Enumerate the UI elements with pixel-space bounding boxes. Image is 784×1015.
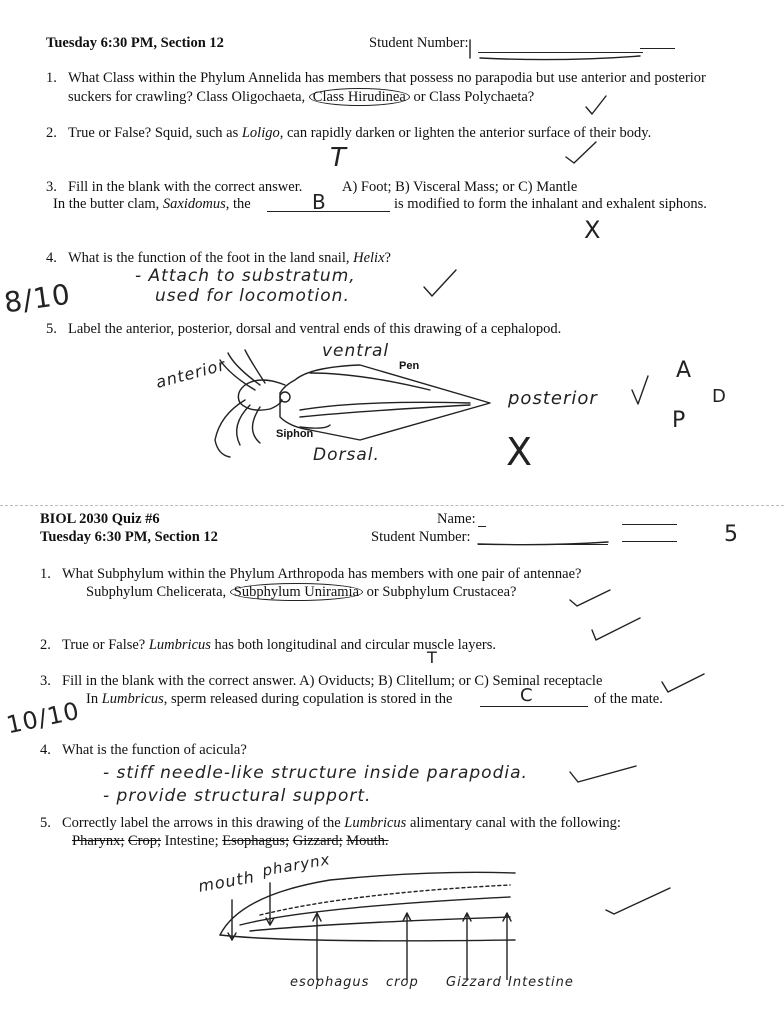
quiz2-name-label: Name:	[437, 511, 476, 527]
quiz1-score: 8/10	[2, 277, 73, 320]
q2-4-answer-line1: - stiff needle-like structure inside parapodia.	[103, 763, 528, 783]
q3-prompt: Fill in the blank with the correct answer.	[68, 179, 303, 195]
q2-1-options: Subphylum Chelicerata, Subphylum Uniramia or Subphylum Crustacea?	[86, 584, 517, 600]
quiz2-top-score: 5	[724, 522, 739, 547]
q2-2-text: True or False? Lumbricus has both longitudinal and circular muscle layers.	[62, 637, 496, 653]
q4-answer-line2: used for locomotion.	[155, 286, 350, 306]
q2-3-answer: C	[520, 685, 534, 706]
margin-note-p: P	[672, 408, 687, 433]
word-bank-item: Pharynx;	[72, 833, 125, 849]
q5-text: Label the anterior, posterior, dorsal and ventral ends of this drawing of a cephalopod.	[68, 321, 562, 337]
check-mark-icon	[586, 96, 606, 114]
q5-wrong-mark: X	[506, 430, 534, 474]
check-mark-icon	[662, 674, 704, 692]
q2-answer: T	[330, 143, 347, 173]
word-bank-item: Esophagus;	[222, 833, 290, 849]
q3-number: 3.	[46, 179, 57, 195]
quiz2-course: BIOL 2030 Quiz #6	[40, 511, 160, 527]
hw-pharynx: pharynx	[260, 850, 332, 880]
check-mark-icon	[606, 888, 670, 914]
q1-text: What Class within the Phylum Annelida has members that possess no parapodia but use anterior and posterior	[68, 70, 706, 86]
quiz1-student-number-label: Student Number:	[369, 35, 469, 51]
q3-sentence-start: In the butter clam, Saxidomus, the	[53, 196, 251, 212]
quiz1-check-marks	[0, 0, 784, 500]
check-mark-icon	[566, 142, 596, 163]
quiz2-score: 10/10	[3, 696, 83, 740]
q2-3-sentence-end: of the mate.	[594, 691, 663, 707]
check-mark-icon	[632, 376, 648, 404]
q4-number: 4.	[46, 250, 57, 266]
q2-1-circled-answer[interactable]: Subphylum Uniramia	[230, 583, 363, 601]
hw-mouth: mouth	[196, 867, 257, 896]
quiz2-header: Tuesday 6:30 PM, Section 12	[40, 529, 218, 545]
check-mark-icon	[592, 618, 640, 640]
q2-1-text: What Subphylum within the Phylum Arthropoda has members with one pair of antennae?	[62, 566, 582, 582]
hw-ventral: ventral	[322, 341, 390, 361]
q2-3-sentence-start: In Lumbricus, sperm released during copulation is stored in the	[86, 691, 453, 707]
hw-crop: crop	[386, 975, 419, 990]
q4-answer-line1: - Attach to substratum,	[135, 266, 356, 286]
q3-wrong-mark: X	[584, 216, 602, 244]
quiz2-student-number-label: Student Number:	[371, 529, 471, 545]
q2-1-number: 1.	[40, 566, 51, 582]
q2-4-text: What is the function of acicula?	[62, 742, 247, 758]
margin-note-a: A	[676, 358, 693, 383]
q2-text: True or False? Squid, such as Loligo, can rapidly darken or lighten the anterior surface of their body.	[68, 125, 652, 141]
word-bank-item: Mouth.	[346, 833, 389, 849]
q3-choices: A) Foot; B) Visceral Mass; or C) Mantle	[342, 179, 578, 195]
q2-5-number: 5.	[40, 815, 51, 831]
hw-posterior: posterior	[508, 388, 598, 409]
hw-gizzard: Gizzard	[446, 975, 502, 990]
label-pen: Pen	[399, 360, 420, 372]
hw-dorsal: Dorsal.	[313, 445, 380, 465]
q5-number: 5.	[46, 321, 57, 337]
q1-option-a: suckers for crawling? Class Oligochaeta,	[68, 89, 309, 105]
q2-4-answer-line2: - provide structural support.	[103, 786, 372, 806]
label-siphon: Siphon	[276, 428, 314, 440]
q1-option-c: or Class Polychaeta?	[409, 89, 535, 105]
q2-4-number: 4.	[40, 742, 51, 758]
hw-anterior: anterior	[153, 355, 228, 392]
check-mark-icon	[570, 766, 636, 782]
q3-sentence-end: is modified to form the inhalant and exhalent siphons.	[394, 196, 707, 212]
hw-intestine: Intestine	[508, 975, 574, 990]
quiz2-check-marks	[0, 500, 784, 1015]
quiz1-header: Tuesday 6:30 PM, Section 12	[46, 35, 224, 51]
q2-5-text: Correctly label the arrows in this drawing of the Lumbricus alimentary canal with the following:	[62, 815, 621, 831]
check-mark-icon	[424, 270, 456, 296]
q2-2-answer: T	[427, 648, 438, 667]
q2-3-number: 3.	[40, 673, 51, 689]
q4-text: What is the function of the foot in the land snail, Helix?	[68, 250, 391, 266]
word-bank-item: Crop;	[127, 833, 162, 849]
word-bank-item: Gizzard;	[292, 833, 343, 849]
hw-esophagus: esophagus	[290, 975, 370, 990]
q2-3-prompt: Fill in the blank with the correct answer. A) Oviducts; B) Clitellum; or C) Seminal receptacle	[62, 673, 603, 689]
check-mark-icon	[570, 590, 610, 606]
q2-number: 2.	[46, 125, 57, 141]
q1-number: 1.	[46, 70, 57, 86]
q1-circled-answer[interactable]: Class Hirudinea	[309, 88, 410, 106]
q3-answer: B	[312, 190, 327, 214]
word-bank-item: Intestine;	[164, 833, 219, 849]
q2-2-number: 2.	[40, 637, 51, 653]
margin-note-d: D	[712, 386, 727, 407]
